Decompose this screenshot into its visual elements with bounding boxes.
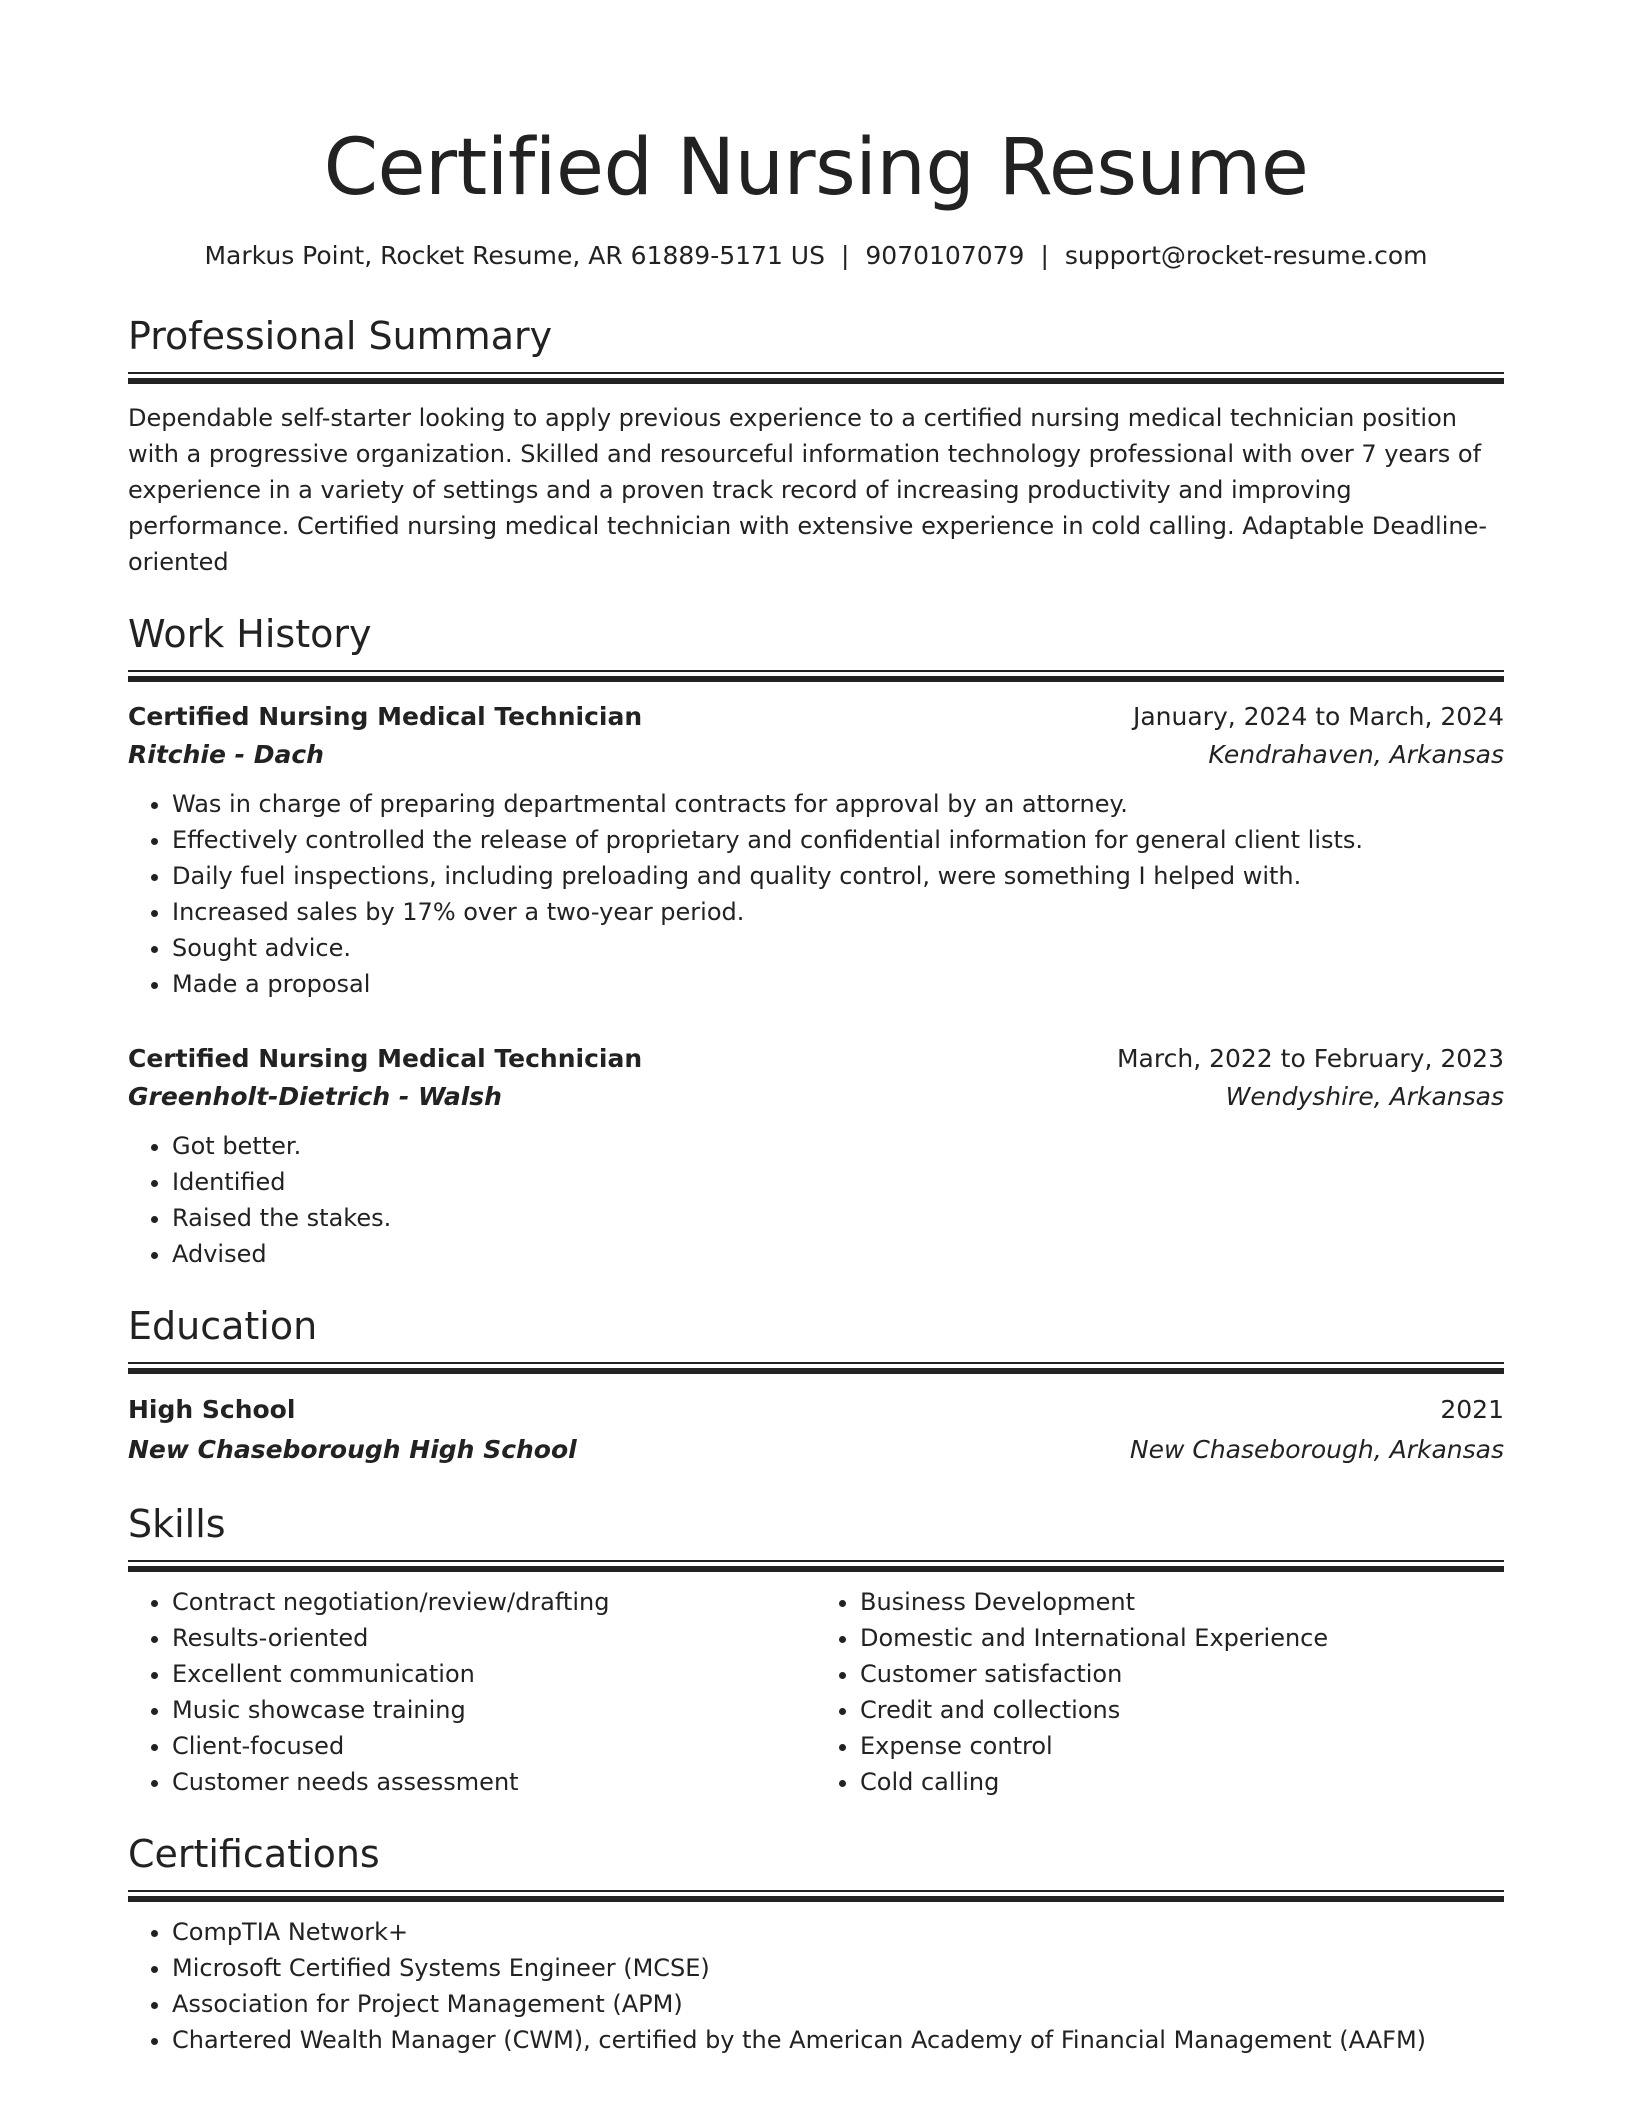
job-company: Ritchie - Dach — [128, 740, 324, 769]
list-item: • Effectively controlled the release of proprietary and confidential information for general client lists. — [172, 822, 1504, 858]
job-header — [128, 698, 1504, 736]
list-item: • Contract negotiation/review/drafting — [172, 1584, 816, 1620]
education-year: 2021 — [1440, 1395, 1504, 1424]
section-divider — [128, 670, 1504, 682]
job-bullets — [128, 1128, 1504, 1272]
skills-list-right — [816, 1584, 1504, 1800]
section-divider — [128, 372, 1504, 384]
list-item: • Music showcase training — [172, 1692, 816, 1728]
list-item: • Sought advice. — [172, 930, 1504, 966]
job-header — [128, 1040, 1504, 1078]
job-location: Kendrahaven, Arkansas — [1208, 740, 1504, 769]
list-item: • Raised the stakes. — [172, 1200, 1504, 1236]
list-item: • Was in charge of preparing departmental contracts for approval by an attorney. — [172, 786, 1504, 822]
job-location: Wendyshire, Arkansas — [1225, 1082, 1504, 1111]
list-item: • Customer satisfaction — [860, 1656, 1504, 1692]
education-section — [128, 1302, 1504, 1470]
summary-section — [128, 312, 1504, 580]
section-divider — [128, 1560, 1504, 1572]
job-entry — [128, 698, 1504, 1002]
job-subheader — [128, 736, 1504, 774]
job-subheader — [128, 1078, 1504, 1116]
contact-separator: | — [840, 241, 850, 270]
list-item: • Got better. — [172, 1128, 1504, 1164]
contact-line — [128, 238, 1504, 274]
list-item: • Made a proposal — [172, 966, 1504, 1002]
list-item: • Business Development — [860, 1584, 1504, 1620]
job-company: Greenholt-Dietrich - Walsh — [128, 1082, 502, 1111]
list-item: • Daily fuel inspections, including preloading and quality control, were something I helped with. — [172, 858, 1504, 894]
list-item: • CompTIA Network+ — [172, 1914, 1504, 1950]
skills-section — [128, 1500, 1504, 1800]
section-title-work-history: Work History — [128, 612, 372, 656]
list-item: • Customer needs assessment — [172, 1764, 816, 1800]
certifications-list — [128, 1914, 1504, 2058]
section-title-certifications: Certifications — [128, 1832, 380, 1876]
resume-title: Certified Nursing Resume — [323, 123, 1309, 213]
list-item: • Results-oriented — [172, 1620, 816, 1656]
education-entry — [128, 1390, 1504, 1470]
job-bullets — [128, 786, 1504, 1002]
contact-phone: 9070107079 — [865, 241, 1025, 270]
section-title-summary: Professional Summary — [128, 314, 553, 358]
list-item: • Microsoft Certified Systems Engineer (MCSE) — [172, 1950, 1504, 1986]
contact-separator: | — [1040, 241, 1049, 270]
list-item: • Credit and collections — [860, 1692, 1504, 1728]
summary-text: Dependable self-starter looking to apply previous experience to a certified nursing medical technician position with a progressive organization. Skilled and resourceful information technology professional with over 7 years of experience in a variety of settings and a proven track record of increasing productivity and improving performance. Certified nursing medical technician with extensive experience in cold calling. Adaptable Deadline-oriented — [128, 404, 1487, 576]
list-item: • Excellent communication — [172, 1656, 816, 1692]
work-history-section — [128, 610, 1504, 1272]
skills-list-left — [128, 1584, 816, 1800]
list-item: • Client-focused — [172, 1728, 816, 1764]
education-school: New Chaseborough High School — [128, 1435, 577, 1464]
list-item: • Domestic and International Experience — [860, 1620, 1504, 1656]
job-title: Certified Nursing Medical Technician — [128, 1044, 643, 1073]
job-entry — [128, 1040, 1504, 1272]
section-title-education: Education — [128, 1304, 318, 1348]
section-divider — [128, 1890, 1504, 1902]
list-item: • Expense control — [860, 1728, 1504, 1764]
section-title-skills: Skills — [128, 1502, 226, 1546]
job-dates: March, 2022 to February, 2023 — [1116, 1044, 1504, 1073]
skills-grid — [128, 1584, 1504, 1800]
list-item: • Association for Project Management (APM) — [172, 1986, 1504, 2022]
contact-email: support@rocket-resume.com — [1064, 241, 1428, 270]
education-degree: High School — [128, 1395, 296, 1424]
section-divider — [128, 1362, 1504, 1374]
list-item: • Advised — [172, 1236, 1504, 1272]
list-item: • Increased sales by 17% over a two-year period. — [172, 894, 1504, 930]
list-item: • Chartered Wealth Manager (CWM), certified by the American Academy of Financial Management (AAFM) — [172, 2022, 1504, 2058]
contact-address: Markus Point, Rocket Resume, AR 61889-5171 US — [204, 241, 825, 270]
list-item: • Cold calling — [860, 1764, 1504, 1800]
job-dates: January, 2024 to March, 2024 — [1132, 702, 1504, 731]
certifications-section — [128, 1830, 1504, 2058]
education-location: New Chaseborough, Arkansas — [1129, 1435, 1504, 1464]
list-item: • Identified — [172, 1164, 1504, 1200]
job-title: Certified Nursing Medical Technician — [128, 702, 643, 731]
education-header — [128, 1390, 1504, 1430]
education-subheader — [128, 1430, 1504, 1470]
